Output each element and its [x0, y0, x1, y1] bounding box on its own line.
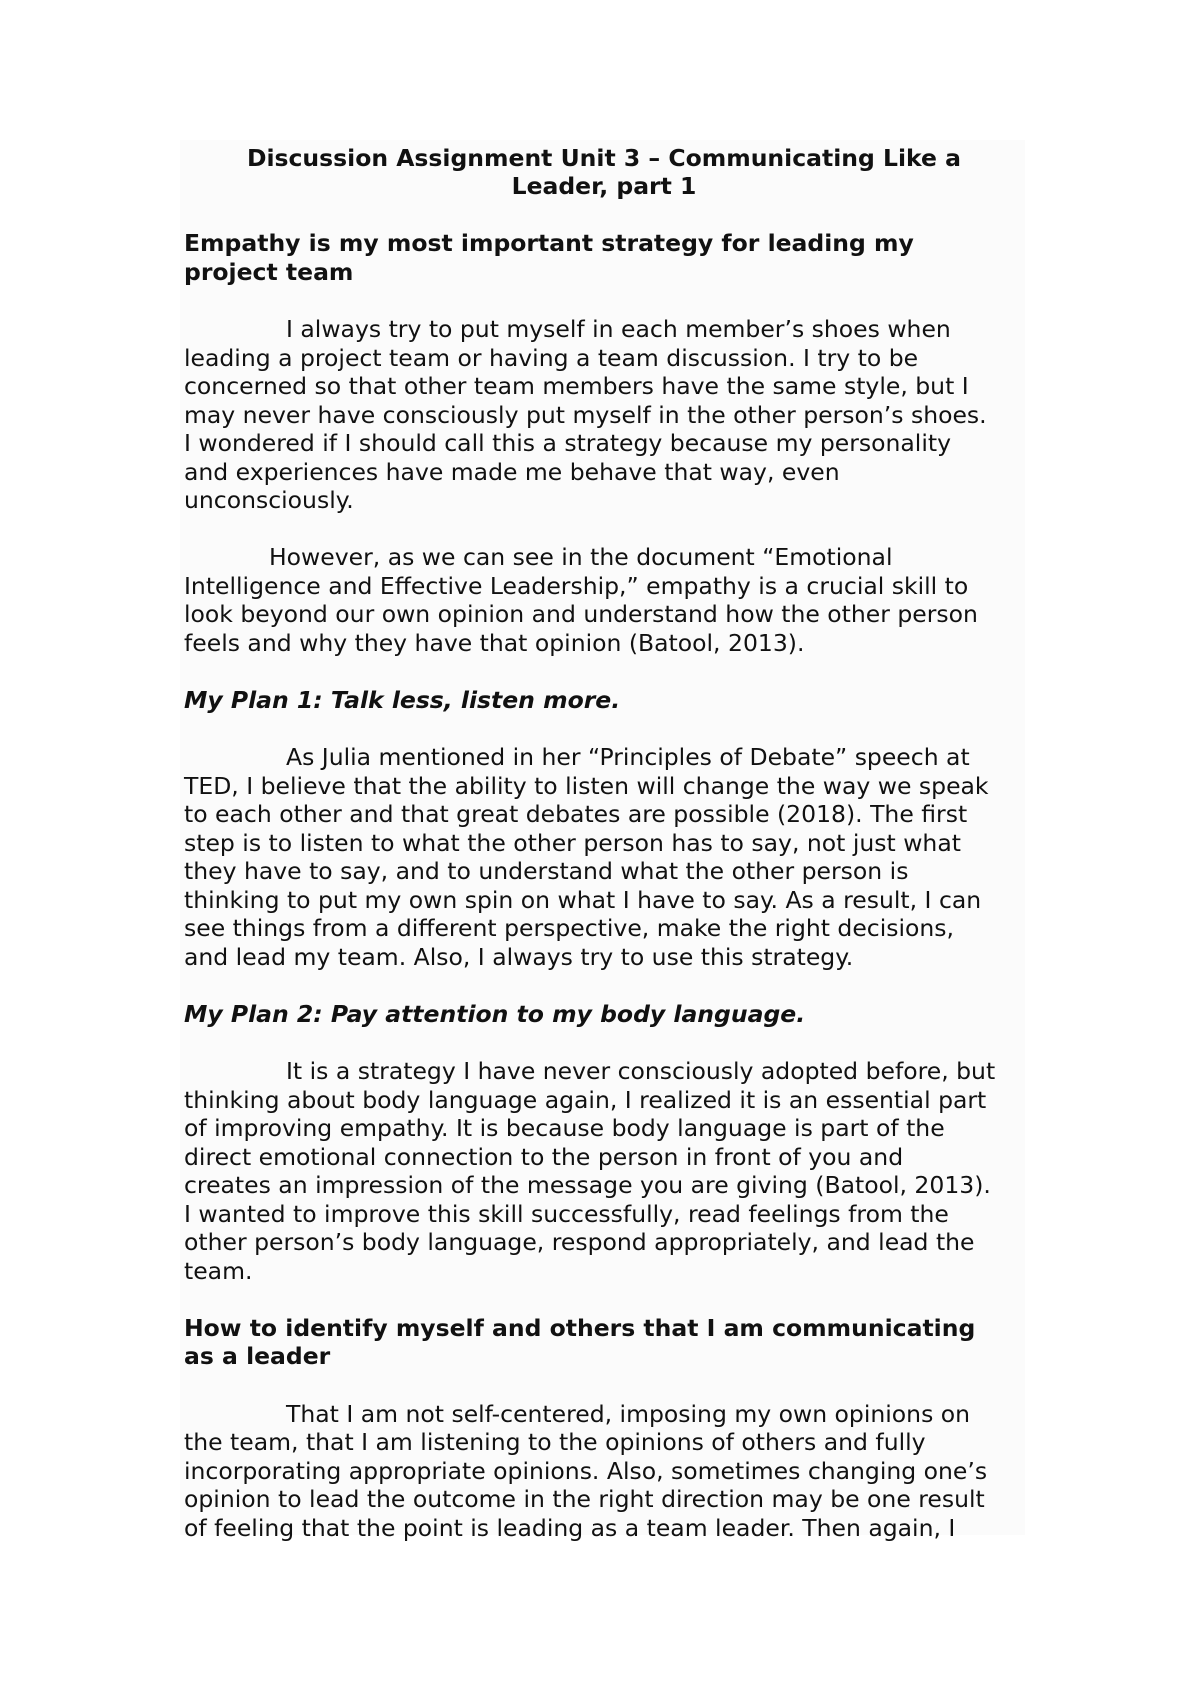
text-line: the team, that I am listening to the opinions of others and fully: [184, 1428, 926, 1456]
paragraph: [184, 1400, 1024, 1543]
text-line: As Julia mentioned in her “Principles of Debate” speech at: [286, 743, 970, 771]
heading-line: My Plan 1: Talk less, listen more.: [184, 685, 621, 714]
text-line: TED, I believe that the ability to listen will change the way we speak: [184, 771, 989, 800]
heading-line: project team: [184, 257, 354, 286]
text-line: It is a strategy I have never consciously adopted before, but: [286, 1057, 996, 1085]
text-line: see things from a different perspective, make the right decisions,: [184, 914, 955, 942]
section-heading-empathy: [184, 229, 1024, 286]
heading-line: as a leader: [184, 1342, 331, 1370]
text-line: of improving empathy. It is because body language is part of the: [184, 1114, 945, 1142]
text-line: I wanted to improve this skill successfully, read feelings from the: [184, 1199, 949, 1228]
text-line: Intelligence and Effective Leadership,” empathy is a crucial skill to: [184, 571, 969, 600]
paragraph: [184, 743, 1024, 971]
paragraph: [184, 315, 1024, 515]
text-line: may never have consciously put myself in the other person’s shoes.: [184, 400, 987, 429]
paragraph: [184, 543, 1024, 657]
text-line: thinking to put my own spin on what I have to say. As a result, I can: [184, 885, 982, 914]
text-line: and experiences have made me behave that way, even: [184, 457, 840, 486]
heading-line: Empathy is my most important strategy for leading my: [184, 229, 914, 257]
text-line: to each other and that great debates are possible (2018). The first: [184, 800, 968, 828]
text-line: step is to listen to what the other person has to say, not just what: [184, 828, 961, 857]
section-heading-identify: [184, 1314, 1024, 1371]
text-line: unconsciously.: [184, 486, 354, 514]
text-line: direct emotional connection to the person in front of you and: [184, 1142, 904, 1171]
heading-line: My Plan 2: Pay attention to my body language.: [184, 999, 806, 1028]
section-heading-plan-2: [184, 1000, 1024, 1029]
text-line: thinking about body language again, I realized it is an essential part: [184, 1085, 987, 1114]
text-line: creates an impression of the message you are giving (Batool, 2013).: [184, 1171, 991, 1199]
title-line: Discussion Assignment Unit 3 – Communicating Like a: [246, 144, 962, 172]
text-line: incorporating appropriate opinions. Also, sometimes changing one’s: [184, 1456, 988, 1485]
paragraph: [184, 1057, 1024, 1285]
text-line: However, as we can see in the document “Emotional: [269, 543, 893, 571]
text-line: I always try to put myself in each member’s shoes when: [286, 315, 951, 343]
text-line: concerned so that other team members have the same style, but I: [184, 372, 969, 400]
title-line: Leader, part 1: [511, 172, 697, 200]
text-line: of feeling that the point is leading as a team leader. Then again, I: [184, 1513, 956, 1542]
text-line: and lead my team. Also, I always try to use this strategy.: [184, 942, 854, 971]
text-line: other person’s body language, respond appropriately, and lead the: [184, 1228, 975, 1256]
text-line: feels and why they have that opinion (Batool, 2013).: [184, 628, 805, 657]
text-line: they have to say, and to understand what the other person is: [184, 857, 909, 885]
heading-line: How to identify myself and others that I am communicating: [184, 1313, 976, 1342]
text-line: leading a project team or having a team discussion. I try to be: [184, 343, 919, 372]
document-body: [184, 144, 1024, 1571]
text-line: opinion to lead the outcome in the right direction may be one result: [184, 1485, 985, 1513]
text-line: I wondered if I should call this a strategy because my personality: [184, 429, 951, 457]
section-heading-plan-1: [184, 686, 1024, 715]
document-title: [184, 144, 1024, 200]
text-line: look beyond our own opinion and understand how the other person: [184, 600, 978, 628]
text-line: That I am not self-centered, imposing my own opinions on: [286, 1399, 971, 1428]
text-line: team.: [184, 1256, 253, 1285]
